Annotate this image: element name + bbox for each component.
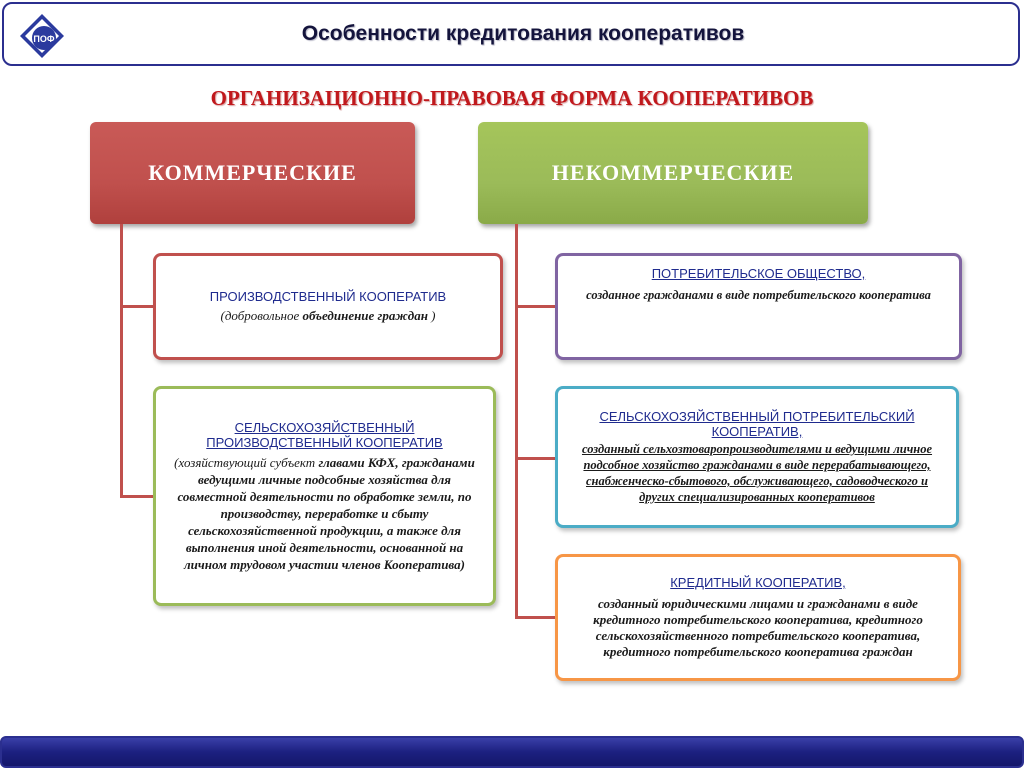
box-description: созданный юридическими лицами и гражданами в виде кредитного потребительского кооператива, кредитного сельскохозяйственного потребительского кооператива, кредитного потребительского кооператива граждан [593,596,923,659]
category-commercial: КОММЕРЧЕСКИЕ [90,122,415,224]
box-title: СЕЛЬСКОХОЗЯЙСТВЕННЫЙ ПРОИЗВОДСТВЕННЫЙ КООПЕРАТИВ [206,419,443,450]
box-production-cooperative [153,253,503,360]
connector-commercial-branch-1 [120,305,155,308]
box-description: (хозяйствующий субъект главами КФХ, гражданами ведущими личные подсобные хозяйства для совместной деятельности по обработке земли, по производству, переработке и сбыту сельскохозяйственной продукции, а также для выполнения иной деятельности, основанной на личном трудовом участии членов Кооператива) [174,454,475,572]
box-credit-cooperative [555,554,961,681]
header-bar [2,2,1020,66]
box-description: (добровольное объединение граждан ) [220,308,436,323]
category-noncommercial: НЕКОММЕРЧЕСКИЕ [478,122,868,224]
connector-noncommercial-trunk [515,224,518,619]
connector-noncommercial-branch-1 [515,305,557,308]
diagram-subtitle: ОРГАНИЗАЦИОННО-ПРАВОВАЯ ФОРМА КООПЕРАТИВОВ [210,86,814,110]
connector-commercial-branch-2 [120,495,155,498]
box-description: созданное гражданами в виде потребительского кооператива [586,288,931,302]
box-title: СЕЛЬСКОХОЗЯЙСТВЕННЫЙ ПОТРЕБИТЕЛЬСКИЙ КООПЕРАТИВ, [599,409,915,439]
connector-noncommercial-branch-2 [515,457,557,460]
logo-text: ПОФ [33,34,55,44]
box-title: ПРОИЗВОДСТВЕННЫЙ КООПЕРАТИВ [209,289,447,304]
box-agricultural-production-cooperative [153,386,496,606]
box-title: ПОТРЕБИТЕЛЬСКОЕ ОБЩЕСТВО, [651,266,866,281]
connector-commercial-trunk [120,224,123,498]
box-description: созданный сельхозтоваропроизводителями и ведущими личное подсобное хозяйство гражданами в виде перерабатывающего, снабженческо-сбытового, обслуживающего, садоводческого и других специализированных кооперативов [581,442,933,504]
connector-noncommercial-branch-3 [515,616,557,619]
box-consumer-society [555,253,962,360]
page-title: Особенности кредитования кооперативов [301,22,745,45]
box-title: КРЕДИТНЫЙ КООПЕРАТИВ, [670,575,846,590]
box-agricultural-consumer-cooperative [555,386,959,528]
footer-bar [0,736,1024,768]
